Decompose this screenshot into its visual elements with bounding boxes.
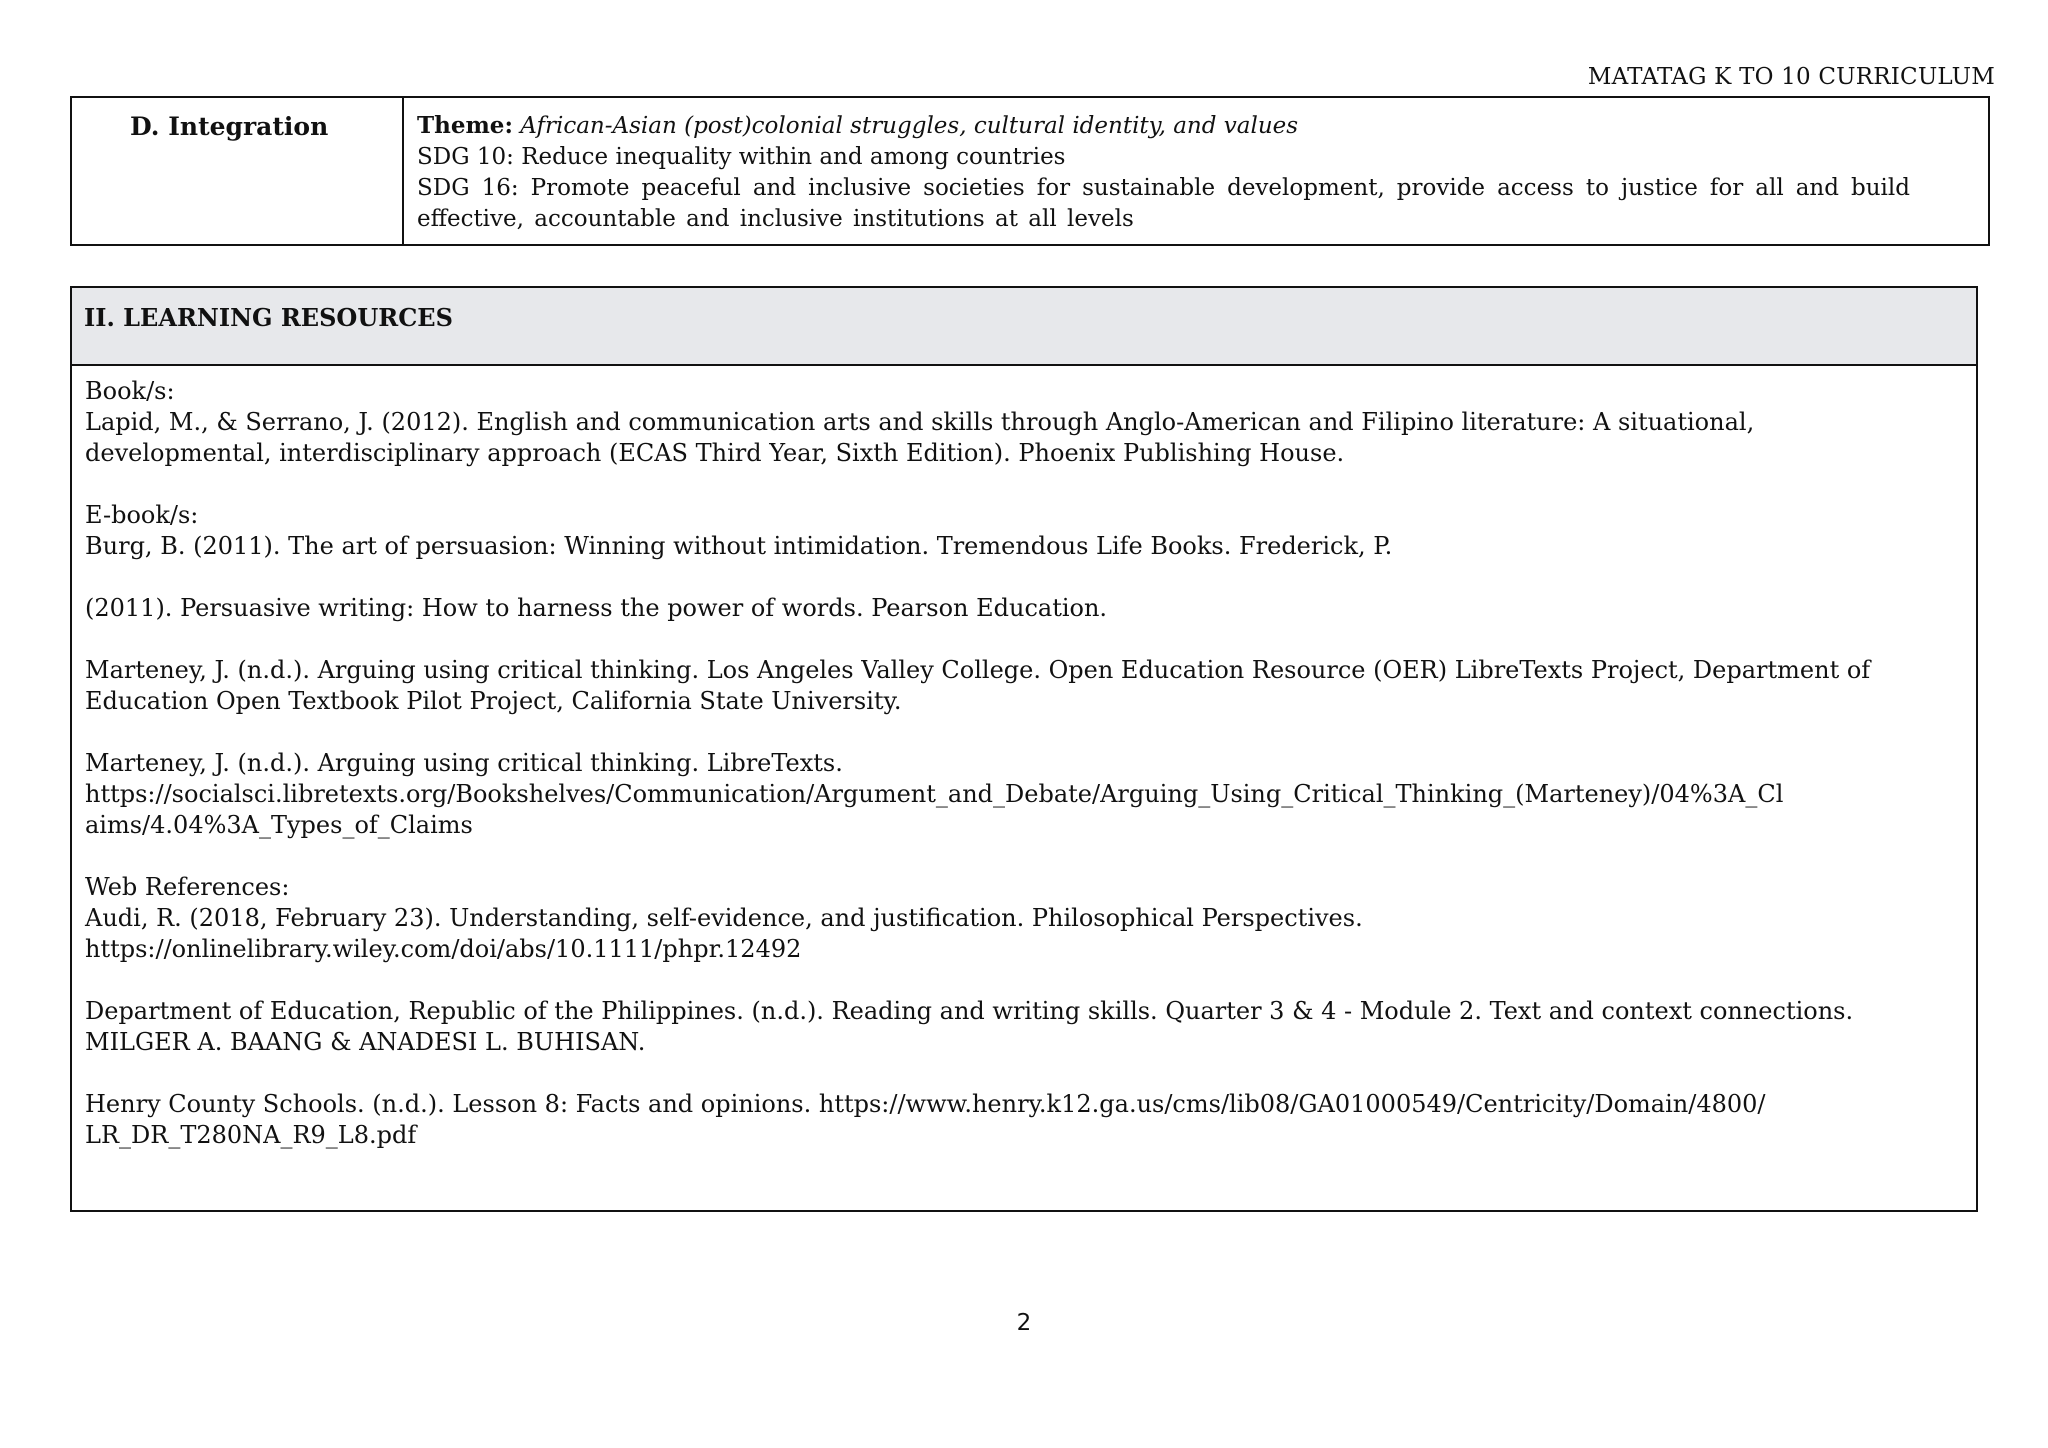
resource-line: Henry County Schools. (n.d.). Lesson 8: Facts and opinions. https://www.henry.k12.ga.us/cms/lib08/GA01000549/Centricity/Domain/4800/ [85, 1090, 1766, 1118]
resource-line: Department of Education, Republic of the Philippines. (n.d.). Reading and writing skills. Quarter 3 & 4 - Module 2. Text and context connections. [85, 997, 1854, 1025]
resource-line: Education Open Textbook Pilot Project, California State University. [85, 687, 902, 715]
resource-paragraph [85, 872, 1916, 965]
resource-line: (2011). Persuasive writing: How to harness the power of words. Pearson Education. [85, 594, 1108, 622]
resource-line: E-book/s: [85, 501, 199, 529]
theme-label: Theme: [417, 112, 513, 139]
resource-line: Book/s: [85, 377, 175, 405]
sdg10-text: SDG 10: Reduce inequality within and among countries [417, 144, 1066, 170]
resource-line: aims/4.04%3A_Types_of_Claims [85, 811, 473, 839]
learning-resources-box [70, 286, 1978, 1212]
section-title: II. LEARNING RESOURCES [72, 288, 1976, 366]
resource-line: Audi, R. (2018, February 23). Understanding, self-evidence, and justification. Philosophical Perspectives. [85, 904, 1363, 932]
resource-paragraph [85, 748, 1916, 841]
resource-paragraph [85, 1089, 1916, 1151]
resource-paragraph [85, 996, 1916, 1058]
theme-value: African-Asian (post)colonial struggles, cultural identity, and values [520, 113, 1299, 139]
page-number: 2 [1016, 1310, 1032, 1336]
resource-line: Web References: [85, 873, 290, 901]
integration-content [404, 98, 1988, 244]
resource-line: Burg, B. (2011). The art of persuasion: Winning without intimidation. Tremendous Life Books. Frederick, P. [85, 532, 1393, 560]
resources-list [72, 366, 1976, 1151]
theme-line [417, 110, 1910, 142]
resource-line: MILGER A. BAANG & ANADESI L. BUHISAN. [85, 1028, 646, 1056]
integration-table [70, 96, 1990, 246]
resource-line: LR_DR_T280NA_R9_L8.pdf [85, 1121, 417, 1149]
curriculum-header: MATATAG K TO 10 CURRICULUM [1587, 64, 1995, 90]
resource-line: https://onlinelibrary.wiley.com/doi/abs/10.1111/phpr.12492 [85, 935, 802, 963]
sdg16-text: SDG 16: Promote peaceful and inclusive societies for sustainable development, provide access to justice for all and build effective, accountable and inclusive institutions at all levels [417, 175, 1910, 232]
resource-line: Lapid, M., & Serrano, J. (2012). English and communication arts and skills through Anglo-American and Filipino literature: A situational, [85, 408, 1755, 436]
resource-paragraph [85, 593, 1916, 624]
resource-paragraph [85, 655, 1916, 717]
resource-line: Marteney, J. (n.d.). Arguing using critical thinking. LibreTexts. [85, 749, 843, 777]
resource-line: Marteney, J. (n.d.). Arguing using critical thinking. Los Angeles Valley College. Open Education Resource (OER) LibreTexts Project, Department of [85, 656, 1871, 684]
resource-line: https://socialsci.libretexts.org/Bookshelves/Communication/Argument_and_Debate/Arguing_Using_Critical_Thinking_(Marteney)/04%3A_Cl [85, 780, 1784, 808]
resource-line: developmental, interdisciplinary approach (ECAS Third Year, Sixth Edition). Phoenix Publishing House. [85, 439, 1345, 467]
resource-paragraph [85, 500, 1916, 562]
resource-paragraph [85, 376, 1916, 469]
integration-label: D. Integration [72, 98, 404, 244]
